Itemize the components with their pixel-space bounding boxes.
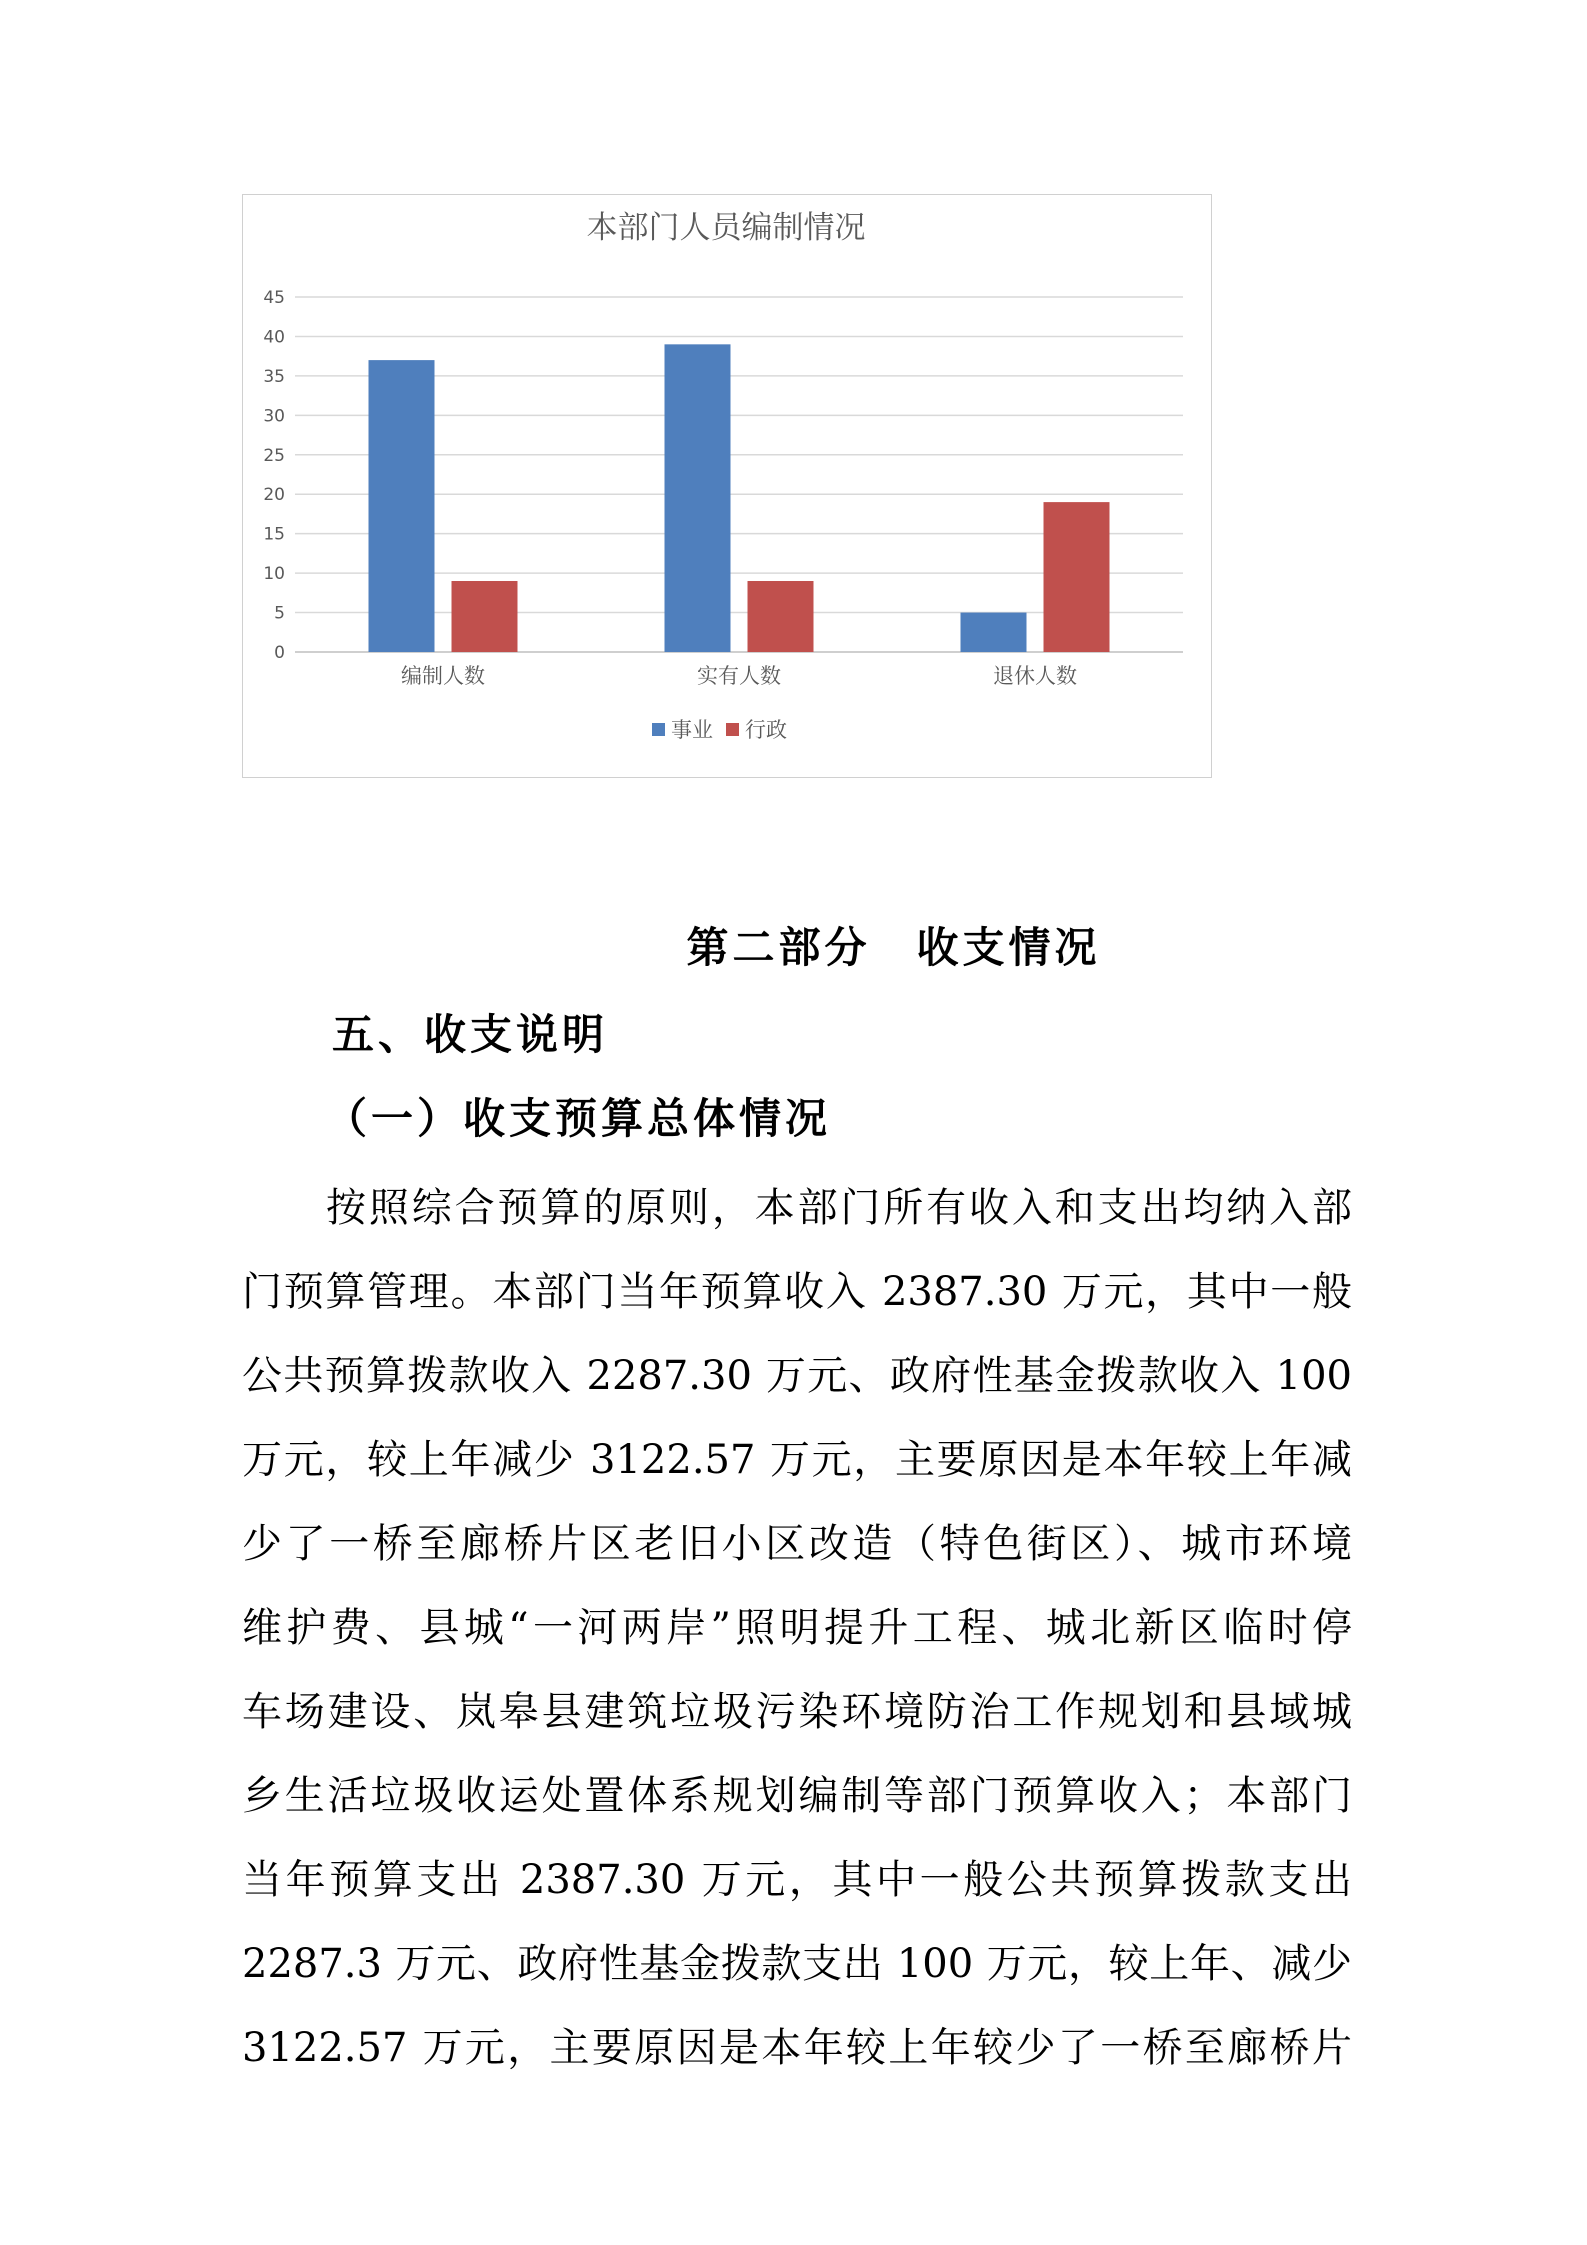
legend-swatch [652,723,665,736]
paragraph-line: 当年预算支出 2387.30 万元，其中一般公共预算拨款支出 [242,1857,1352,1903]
bar [1044,502,1110,652]
paragraph-line: 万元，较上年减少 3122.57 万元，主要原因是本年较上年减 [242,1437,1352,1483]
bar [452,581,518,652]
part-title: 第二部分 收支情况 [686,923,1101,972]
y-tick-label: 30 [263,406,285,427]
y-tick-label: 5 [274,603,285,624]
paragraph-line: 公共预算拨款收入 2287.30 万元、政府性基金拨款收入 100 [242,1353,1352,1399]
y-tick-label: 45 [263,288,285,308]
y-tick-label: 10 [263,564,285,585]
bar [961,613,1027,652]
category-label: 退休人数 [993,664,1077,688]
paragraph-line: 2287.3 万元、政府性基金拨款支出 100 万元，较上年、减少 [242,1941,1352,1987]
y-tick-label: 35 [263,366,285,387]
staffing-chart [242,194,1212,778]
legend-label: 行政 [745,718,787,742]
paragraph-line: 3122.57 万元，主要原因是本年较上年较少了一桥至廊桥片 [242,2025,1352,2071]
paragraph-line: 门预算管理。本部门当年预算收入 2387.30 万元，其中一般 [242,1269,1352,1315]
paragraph-line: 乡生活垃圾收运处置体系规划编制等部门预算收入；本部门 [242,1773,1352,1819]
y-tick-label: 25 [263,445,285,466]
paragraph-line: 车场建设、岚皋县建筑垃圾污染环境防治工作规划和县域城 [242,1689,1352,1735]
subsection-title: （一）收支预算总体情况 [325,1094,832,1143]
y-tick-label: 15 [263,524,285,545]
category-label: 编制人数 [401,664,485,688]
paragraph-line: 按照综合预算的原则，本部门所有收入和支出均纳入部 [326,1185,1352,1231]
paragraph-line: 维护费、县城“一河两岸”照明提升工程、城北新区临时停 [242,1605,1352,1651]
body-paragraph [242,1166,1352,2090]
y-tick-label: 0 [274,643,285,663]
y-tick-label: 40 [263,327,285,348]
bar [665,344,731,652]
section-title: 五、收支说明 [332,1010,609,1059]
bar [748,581,814,652]
paragraph-line: 少了一桥至廊桥片区老旧小区改造（特色街区）、城市环境 [242,1521,1352,1567]
legend-label: 事业 [671,718,713,742]
legend-swatch [726,723,739,736]
category-label: 实有人数 [697,664,781,688]
y-tick-label: 20 [263,485,285,506]
chart-title: 本部门人员编制情况 [586,210,866,246]
bar-chart [243,195,1210,776]
bar [369,360,435,652]
